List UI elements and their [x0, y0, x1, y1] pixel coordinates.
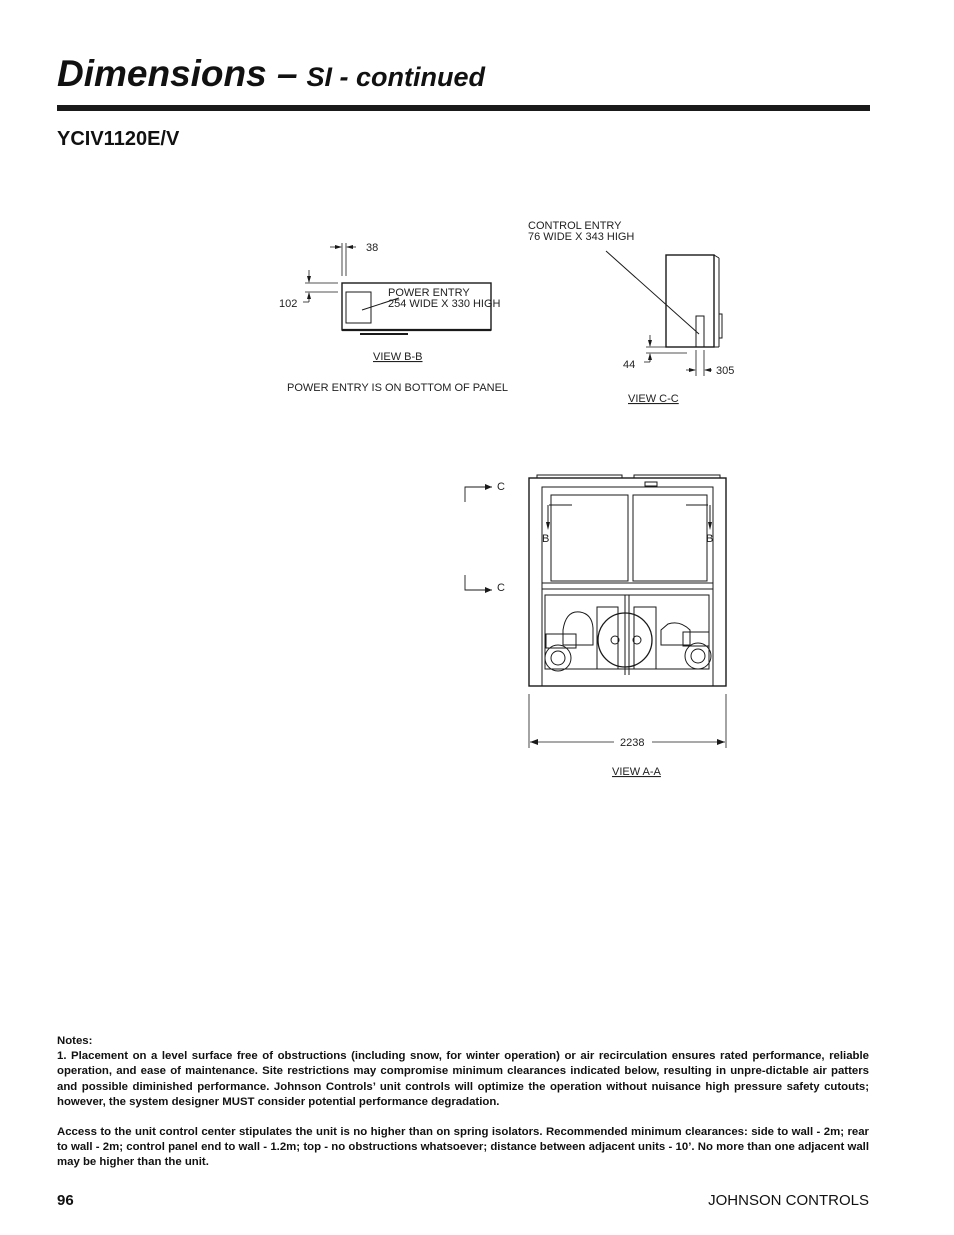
aa-section-b-left: B: [542, 533, 550, 545]
footer-brand: JOHNSON CONTROLS: [708, 1192, 869, 1209]
cc-dim-44: 44: [623, 359, 636, 371]
aa-section-c-bottom: C: [497, 582, 505, 594]
view-bb-label: VIEW B-B: [373, 351, 423, 363]
aa-section-c-top: C: [497, 481, 505, 493]
bb-note: POWER ENTRY IS ON BOTTOM OF PANEL: [287, 382, 509, 394]
notes-heading: Notes:: [57, 1035, 93, 1047]
notes-spacer: [57, 1110, 869, 1125]
aa-section-b-right: B: [706, 533, 714, 545]
model-heading: YCIV1120E/V: [57, 128, 180, 150]
view-cc-drawing: [606, 251, 722, 376]
page-number: 96: [57, 1192, 74, 1209]
bb-power-entry-line1: POWER ENTRY: [388, 287, 470, 299]
view-aa-drawing: [465, 475, 726, 748]
view-aa-label: VIEW A-A: [612, 766, 661, 778]
view-cc-label: VIEW C-C: [628, 393, 679, 405]
cc-control-entry-line1: CONTROL ENTRY: [528, 220, 622, 232]
note-1: 1. Placement on a level surface free of obstructions (including snow, for winter operation) or air recirculation ensures rated performance, reliable operation, and ease of maintenance. Site restrictions may compromise minimum clearances indicated below, resulting in unpre-dictable air patters and possible diminished performance. Johnson Controls’ unit controls will optimize the operation without nuisance high pressure safety cutouts; however, the system designer MUST consider potential performance degradation.: [57, 1050, 869, 1108]
title-sub: SI - continued: [306, 62, 485, 92]
note-2: Access to the unit control center stipulates the unit is no higher than on spring isolators. Recommended minimum clearances: side to wall - 2m; rear to wall - 2m; control panel end to wall - 1.2m; top - no obstructions whatsoever; distance between adjacent units - 10’. No more than one adjacent wall may be higher than the unit.: [57, 1126, 869, 1169]
notes-section: [57, 1034, 869, 1171]
cc-control-entry-line2: 76 WIDE X 343 HIGH: [528, 231, 635, 243]
title-main: Dimensions –: [57, 53, 298, 94]
bb-dim-102: 102: [279, 298, 298, 310]
bb-dim-38: 38: [366, 242, 379, 254]
bb-power-entry-line2: 254 WIDE X 330 HIGH: [388, 298, 501, 310]
cc-dim-305: 305: [716, 365, 735, 377]
aa-dim-2238: 2238: [620, 737, 645, 749]
